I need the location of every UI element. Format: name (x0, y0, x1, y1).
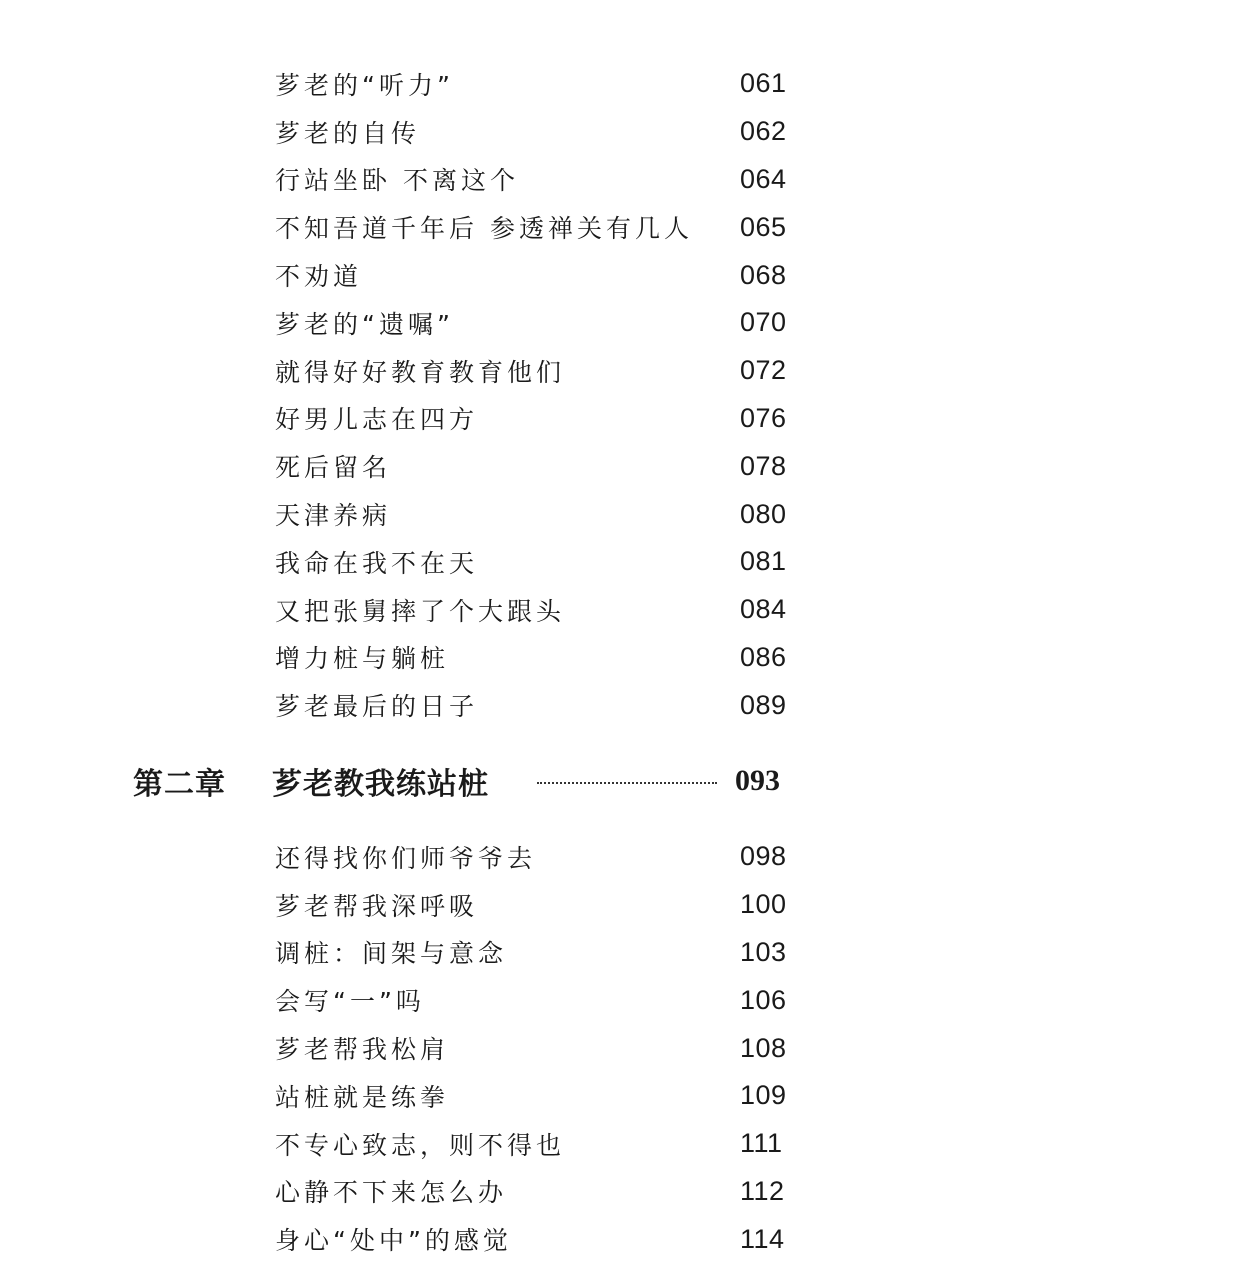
toc-entry[interactable] (275, 60, 835, 108)
toc-entry-page: 108 (740, 1032, 787, 1063)
toc-entry[interactable] (275, 634, 835, 682)
toc-entry-title: 芗老的“遗嘱” (275, 309, 454, 339)
toc-entry-title: 心静不下来怎么办 (275, 1178, 508, 1208)
toc-entry[interactable] (275, 881, 835, 929)
toc-entry-title: 身心“处中”的感觉 (275, 1226, 512, 1256)
toc-entry-page: 065 (740, 211, 787, 242)
toc-entry[interactable] (275, 299, 835, 347)
toc-entry-page: 089 (740, 689, 787, 720)
toc-entry[interactable] (275, 442, 835, 490)
toc-entry-page: 062 (740, 116, 787, 147)
toc-entry[interactable] (275, 929, 835, 977)
toc-entry-page: 086 (740, 641, 787, 672)
dotted-leader (537, 782, 717, 784)
toc-entry[interactable] (275, 1072, 835, 1120)
toc-entry-page: 084 (740, 594, 787, 625)
toc-entry-title: 还得找你们师爷爷去 (275, 843, 537, 873)
toc-entry-page: 103 (740, 936, 787, 967)
toc-entry-title: 芗老的自传 (275, 118, 421, 148)
toc-entry-title: 好男儿志在四方 (275, 405, 479, 435)
toc-entry-page: 076 (740, 402, 787, 433)
toc-entry[interactable] (275, 156, 835, 204)
toc-entry-title: 调桩：间架与意念 (275, 939, 508, 969)
toc-entry-page: 078 (740, 450, 787, 481)
toc-entry[interactable] (275, 1120, 835, 1168)
toc-entry-page: 070 (740, 307, 787, 338)
toc-entry[interactable] (275, 490, 835, 538)
toc-entry-page: 081 (740, 546, 787, 577)
toc-entry-title: 不专心致志，则不得也 (275, 1130, 566, 1160)
chapter-page: 093 (735, 764, 780, 797)
toc-entry-title: 芗老帮我深呼吸 (275, 891, 479, 921)
toc-entry-page: 098 (740, 841, 787, 872)
toc-entry[interactable] (275, 1168, 835, 1216)
toc-entry-page: 080 (740, 498, 787, 529)
chapter-title: 芗老教我练站桩 (272, 767, 489, 802)
toc-entry-title: 又把张舅摔了个大跟头 (275, 596, 566, 626)
toc-entry-page: 112 (740, 1175, 785, 1206)
toc-entry[interactable] (275, 681, 835, 729)
chapter-number: 第二章 (133, 767, 226, 802)
toc-entry[interactable] (275, 1024, 835, 1072)
toc-entry-title: 会写“一”吗 (275, 987, 425, 1017)
toc-entry-title: 天津养病 (275, 501, 392, 531)
toc-entry-title: 我命在我不在天 (275, 548, 479, 578)
toc-entry-page: 106 (740, 984, 787, 1015)
toc-entry-page: 068 (740, 259, 787, 290)
toc-entry-title: 不劝道 (275, 262, 363, 292)
toc-entry-title: 就得好好教育教育他们 (275, 357, 566, 387)
toc-entry[interactable] (275, 538, 835, 586)
toc-entry-page: 061 (740, 68, 787, 99)
toc-entry-page: 064 (740, 163, 787, 194)
toc-entry-page: 109 (740, 1080, 787, 1111)
chapter-heading[interactable] (133, 758, 813, 804)
toc-entry-title: 芗老帮我松肩 (275, 1035, 450, 1065)
toc-entry[interactable] (275, 251, 835, 299)
toc-entry-page: 100 (740, 889, 787, 920)
toc-entry-page: 114 (740, 1223, 785, 1254)
toc-entry-title: 芗老最后的日子 (275, 692, 479, 722)
toc-entry[interactable] (275, 976, 835, 1024)
toc-entry[interactable] (275, 347, 835, 395)
toc-entry[interactable] (275, 395, 835, 443)
toc-entry[interactable] (275, 1215, 835, 1263)
toc-section-2 (275, 833, 835, 1263)
toc-entry-page: 111 (740, 1128, 783, 1159)
toc-entry-title: 芗老的“听力” (275, 70, 454, 100)
toc-entry-title: 行站坐卧 不离这个 (275, 166, 519, 196)
toc-entry-title: 增力桩与躺桩 (275, 644, 450, 674)
toc-entry[interactable] (275, 203, 835, 251)
toc-entry[interactable] (275, 586, 835, 634)
toc-entry-title: 不知吾道千年后 参透禅关有几人 (275, 214, 693, 244)
toc-entry-title: 死后留名 (275, 453, 392, 483)
toc-section-1 (275, 60, 835, 729)
toc-entry-page: 072 (740, 355, 787, 386)
toc-entry[interactable] (275, 833, 835, 881)
toc-entry-title: 站桩就是练拳 (275, 1082, 450, 1112)
toc-entry[interactable] (275, 108, 835, 156)
